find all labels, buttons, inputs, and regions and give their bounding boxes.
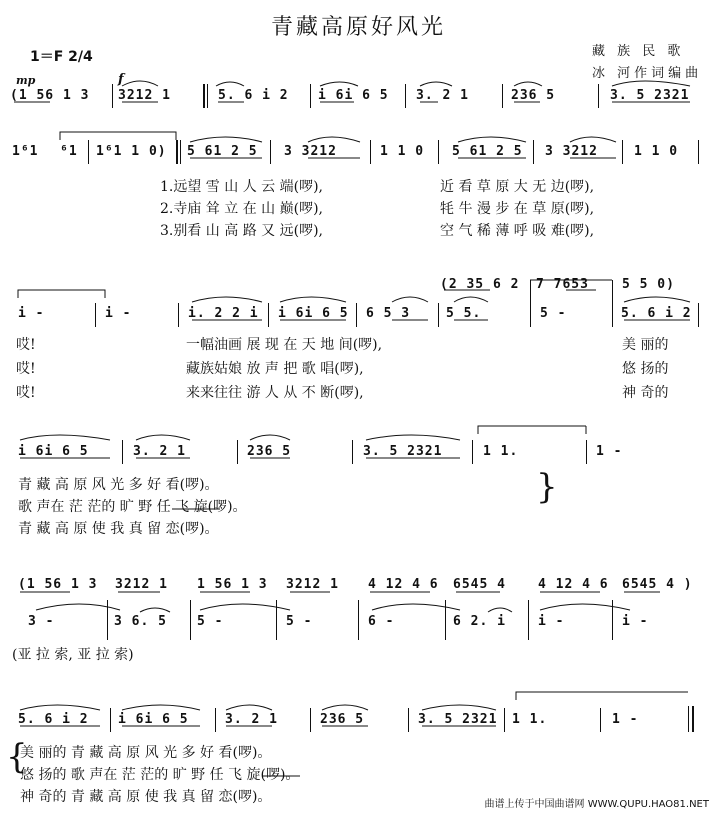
note-measure-lower: 3 - — [28, 614, 55, 629]
note-measure: 3 3212 — [284, 144, 337, 159]
note-measure-upper: 4 12 4 6 — [538, 577, 609, 592]
note-measure-upper: 4 12 4 6 — [368, 577, 439, 592]
lyric-line: 藏族姑娘 放 声 把 歌 唱(啰), — [186, 361, 364, 377]
note-measure: 5 - — [540, 306, 567, 321]
lyric-line: 牦 牛 漫 步 在 草 原(啰), — [440, 201, 595, 217]
lyric-line: 空 气 稀 薄 呼 吸 难(啰), — [440, 223, 595, 239]
lyric-line: 3.别看 山 高 路 又 远(啰), — [160, 223, 323, 239]
note-measure: 3. 2 1 — [225, 712, 278, 727]
credit-author: 冰 河作词编曲 — [592, 66, 703, 81]
note-measure-upper: 1 56 1 3 — [197, 577, 268, 592]
note-measure-lower: 6 - — [368, 614, 395, 629]
lyric-line: 近 看 草 原 大 无 边(啰), — [440, 179, 595, 195]
lyric-line: 神 奇的 — [622, 385, 669, 401]
note-measure: 1⁶1 1 0) — [96, 144, 167, 159]
note-measure: 3. 2 1 — [133, 444, 186, 459]
lyric-exclaim: 哎! — [16, 337, 36, 353]
note-measure: i 6i 6 5 — [18, 444, 89, 459]
note-measure: 5. 6 i 2 — [621, 306, 692, 321]
note-measure-upper: 3212 1 — [286, 577, 339, 592]
note-measure: 1 1. — [512, 712, 548, 727]
note-measure: 1⁶1 — [12, 144, 39, 159]
interlude-notes: 7 7653 — [536, 277, 589, 292]
dynamic-f: f — [118, 72, 124, 87]
lyric-exclaim: 哎! — [16, 385, 36, 401]
note-measure-lower: 5 - — [197, 614, 224, 629]
note-measure-lower: 6 2. i — [453, 614, 506, 629]
note-measure-lower: 3 6. 5 — [114, 614, 167, 629]
lyric-line: 青 藏 高 原 风 光 多 好 看(啰)。 — [18, 477, 219, 493]
note-measure: 5. 6 i 2 — [218, 88, 289, 103]
note-measure-upper: 3212 1 — [115, 577, 168, 592]
note-measure: 1 - — [612, 712, 639, 727]
note-measure-lower: i - — [622, 614, 649, 629]
note-measure: i - — [105, 306, 132, 321]
note-measure: i - — [18, 306, 45, 321]
note-measure-upper: 6545 4 — [453, 577, 506, 592]
verse-brace-left: { — [6, 737, 28, 777]
interlude-notes: 5 5 0) — [622, 277, 675, 292]
note-measure-upper: 6545 4 ) — [622, 577, 693, 592]
note-measure: 3212 1 — [118, 88, 171, 103]
note-measure: 5. 6 i 2 — [18, 712, 89, 727]
lyric-line: 1.远望 雪 山 人 云 端(啰), — [160, 179, 323, 195]
note-measure: 236 5 — [247, 444, 292, 459]
watermark: 曲谱上传于中国曲谱网 WWW.QUPU.HAO81.NET — [484, 799, 709, 810]
note-measure: 3 3212 — [545, 144, 598, 159]
lyric-line: 来来往往 游 人 从 不 断(啰), — [186, 385, 364, 401]
note-measure: 1 1 0 — [634, 144, 679, 159]
note-measure-lower: 5 - — [286, 614, 313, 629]
lyric-line: 美 丽的 — [622, 337, 669, 353]
note-measure: 6 5 3 — [366, 306, 411, 321]
note-measure: i 6i 6 5 — [278, 306, 349, 321]
credit-origin: 藏 族 民 歌 — [592, 44, 685, 59]
lyric-line: 2.寺庙 耸 立 在 山 巅(啰), — [160, 201, 323, 217]
note-measure: 5 61 2 5 — [187, 144, 258, 159]
note-measure: 3. 5 2321 — [363, 444, 443, 459]
lyric-line: 悠 扬的 歌 声在 茫 茫的 旷 野 任 飞 旋(啰)。 — [20, 767, 300, 783]
lyric-exclaim: 哎! — [16, 361, 36, 377]
lyric-line: 美 丽的 青 藏 高 原 风 光 多 好 看(啰)。 — [20, 745, 272, 761]
note-measure: 3. 5 2321 — [418, 712, 498, 727]
note-measure: 3. 5 2321 — [610, 88, 690, 103]
lyric-line: 青 藏 高 原 使 我 真 留 恋(啰)。 — [18, 521, 219, 537]
note-measure: i 6i 6 5 — [118, 712, 189, 727]
lyric-line: 一幅油画 展 现 在 天 地 间(啰), — [186, 337, 383, 353]
verse-brace: } — [536, 467, 558, 507]
page-title: 青藏高原好风光 — [270, 15, 446, 40]
note-measure: 1 1 0 — [380, 144, 425, 159]
note-measure: 3. 2 1 — [416, 88, 469, 103]
lyric-line: (亚 拉 索, 亚 拉 索) — [12, 647, 134, 663]
note-measure-lower: i - — [538, 614, 565, 629]
note-measure: i. 2 2 i — [188, 306, 259, 321]
note-measure: ⁶1 — [60, 144, 78, 159]
note-measure: i 6i 6 5 — [318, 88, 389, 103]
note-measure: 236 5 — [511, 88, 556, 103]
note-measure-upper: (1 56 1 3 — [18, 577, 98, 592]
note-measure: 5 61 2 5 — [452, 144, 523, 159]
key-signature: 1＝F 2/4 — [30, 49, 93, 65]
lyric-line: 神 奇的 青 藏 高 原 使 我 真 留 恋(啰)。 — [20, 789, 272, 805]
lyric-line: 悠 扬的 — [622, 361, 669, 377]
note-measure: (1 56 1 3 — [10, 88, 90, 103]
dynamic-mp: mp — [16, 74, 36, 87]
note-measure: 236 5 — [320, 712, 365, 727]
note-measure: 1 - — [596, 444, 623, 459]
note-measure: 5 5. — [446, 306, 482, 321]
note-measure: 1 1. — [483, 444, 519, 459]
interlude-notes: (2 35 6 2 — [440, 277, 520, 292]
lyric-line: 歌 声在 茫 茫的 旷 野 任 飞 旋(啰)。 — [18, 499, 247, 515]
